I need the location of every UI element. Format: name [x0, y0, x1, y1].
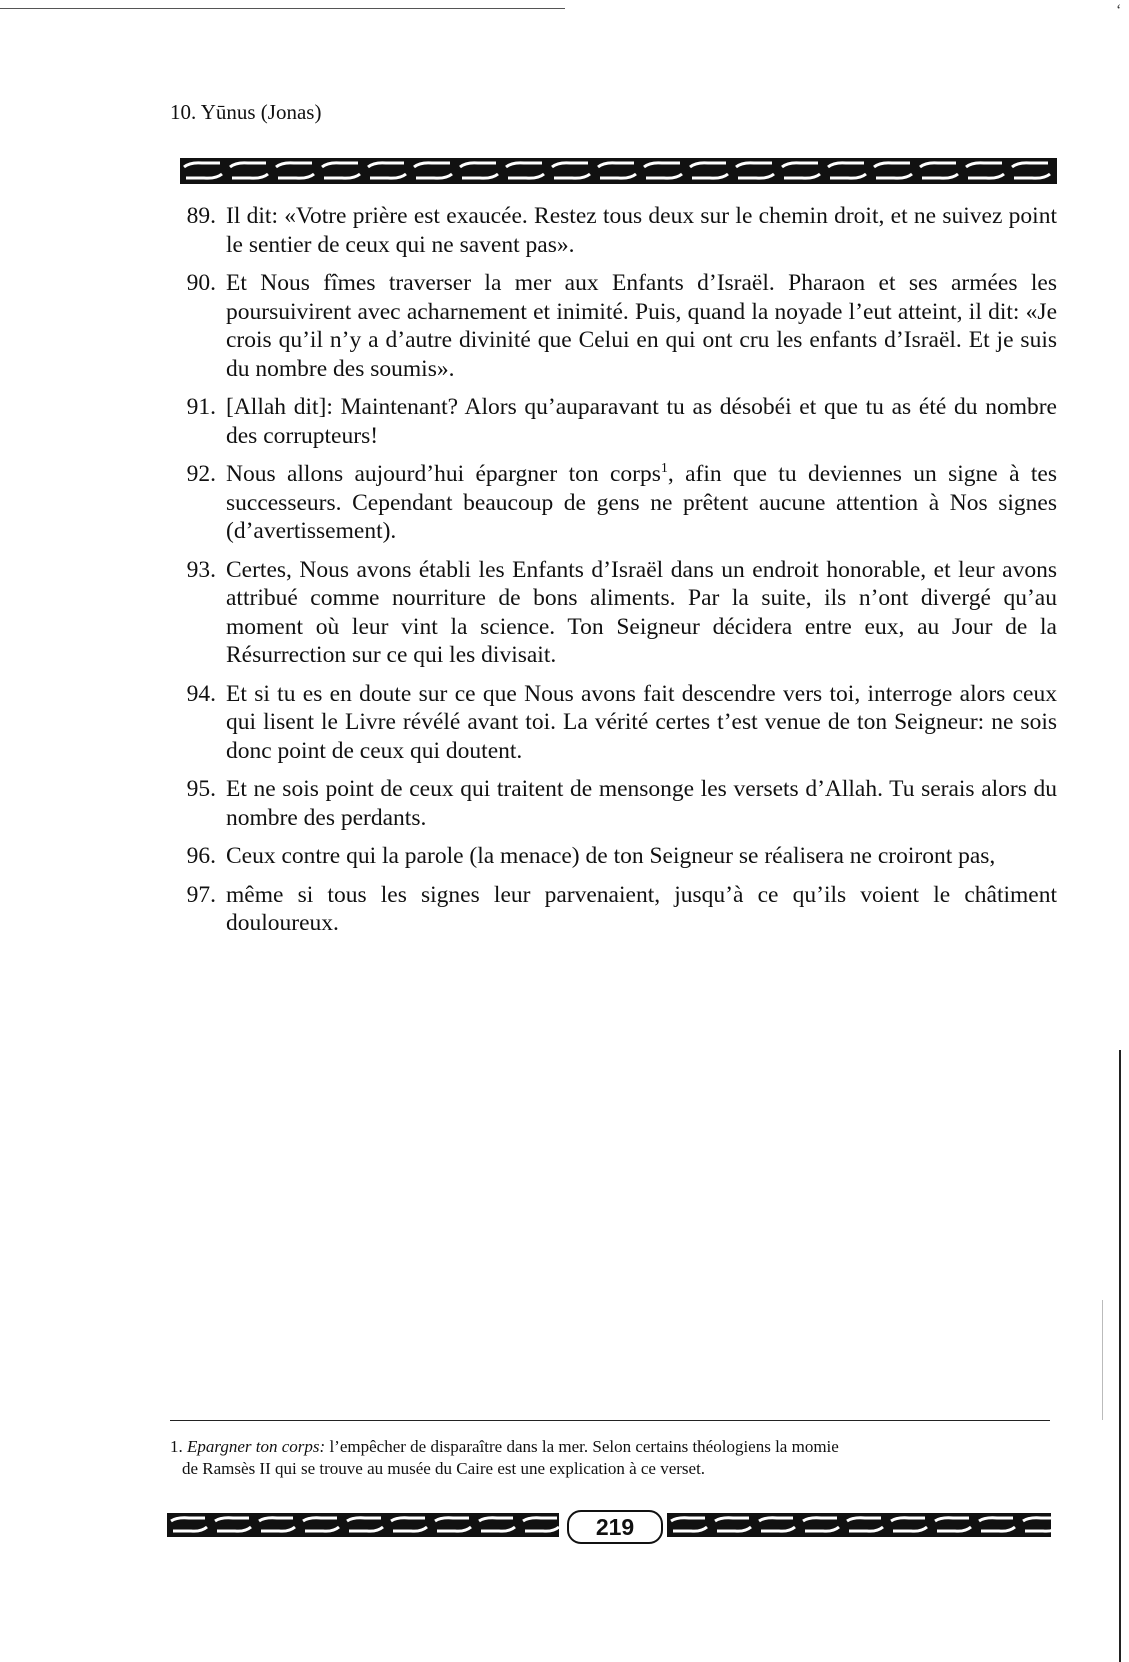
running-head: 10. Yūnus (Jonas): [170, 100, 322, 124]
verse-number: 96.: [186, 843, 216, 869]
verse-text: Certes, Nous avons établi les Enfants d’Israël dans un endroit honorable, et leur avons attribué comme nourriture de bons aliments. Par la suite, ils n’ont divergé qu’au moment où leur vint la science. Ton Seigneur décidera entre eux, au Jour de la Résurrection sur ce qui les divisait.: [226, 556, 1057, 668]
verse-text: Ceux contre qui la parole (la menace) de ton Seigneur se réalisera ne croiront pas,: [226, 843, 996, 869]
page-number: 219: [567, 1510, 663, 1544]
scan-edge-line: [1119, 1050, 1121, 1662]
verse-number: 94.: [186, 680, 216, 707]
scan-edge-line-faint: [1102, 1300, 1103, 1420]
verse-text: Il dit: «Votre prière est exaucée. Restez tous deux sur le chemin droit, et ne suivez point le sentier de ceux qui ne savent pas».: [226, 203, 1057, 258]
verse-92: [170, 460, 1057, 546]
verse-text: Et si tu es en doute sur ce que Nous avons fait descendre vers toi, interroge alors ceux qui lisent le Livre révélé avant toi. La vérité certes t’est venue de ton Seigneur: ne sois donc point de ceux qui doutent.: [226, 680, 1057, 764]
verse-94: [170, 680, 1057, 766]
verse-text-before: Nous allons aujourd’hui épargner ton corps: [226, 461, 661, 487]
footnote-text: l’empêcher de disparaître dans la mer. Selon certains théologiens la momie: [325, 1437, 839, 1456]
corner-mark: ʻ: [1116, 2, 1122, 19]
verse-text: [Allah dit]: Maintenant? Alors qu’auparavant tu as désobéi et que tu as été du nombre des corrupteurs!: [226, 394, 1057, 449]
footnote-reference[interactable]: 1: [660, 461, 668, 477]
footnote: [170, 1436, 1052, 1480]
verse-97: [170, 881, 1057, 938]
verse-93: [170, 556, 1057, 670]
verse-text: Et Nous fîmes traverser la mer aux Enfants d’Israël. Pharaon et ses armées les poursuivirent avec acharnement et inimité. Puis, quand la noyade l’eut atteint, il dit: «Je crois qu’il n’y a d’autre divinité que Celui en qui ont cru les enfants d’Israël. Et je suis du nombre des soumis».: [226, 270, 1057, 382]
verse-number: 97.: [186, 881, 216, 908]
verse-text: [216, 460, 1057, 546]
verse-list: [170, 202, 1057, 948]
verse-number: 91.: [186, 394, 216, 420]
chain-pattern-right: [667, 1513, 1051, 1537]
ornamental-band-top: [180, 158, 1057, 184]
verse-number: 95.: [186, 776, 216, 802]
verse-number: 93.: [186, 556, 216, 583]
footnote-term: Epargner ton corps:: [187, 1437, 326, 1456]
chain-pattern: [180, 158, 1057, 184]
verse-96: [170, 842, 1057, 871]
verse-89: [170, 202, 1057, 259]
footnote-rule: [170, 1420, 1050, 1421]
ornamental-band-bottom: [167, 1510, 1051, 1540]
verse-95: [170, 775, 1057, 832]
footnote-text-continued: de Ramsès II qui se trouve au musée du Caire est une explication à ce verset.: [182, 1459, 706, 1478]
footnote-number: 1.: [170, 1437, 183, 1456]
top-scan-line: [0, 8, 565, 9]
verse-91: [170, 393, 1057, 450]
verse-90: [170, 269, 1057, 383]
verse-text: même si tous les signes leur parvenaient, jusqu’à ce qu’ils voient le châtiment douloureux.: [226, 881, 1057, 936]
verse-number: 89.: [186, 203, 216, 229]
verse-number: 90.: [186, 270, 216, 296]
verse-text-after: , afin que tu deviennes un signe à tes successeurs. Cependant beaucoup de gens ne prêtent aucune attention à Nos signes (d’avertissement).: [226, 461, 1057, 544]
verse-number: 92.: [186, 461, 216, 487]
chain-pattern-left: [167, 1513, 559, 1537]
verse-text: Et ne sois point de ceux qui traitent de mensonge les versets d’Allah. Tu serais alors du nombre des perdants.: [226, 776, 1057, 831]
